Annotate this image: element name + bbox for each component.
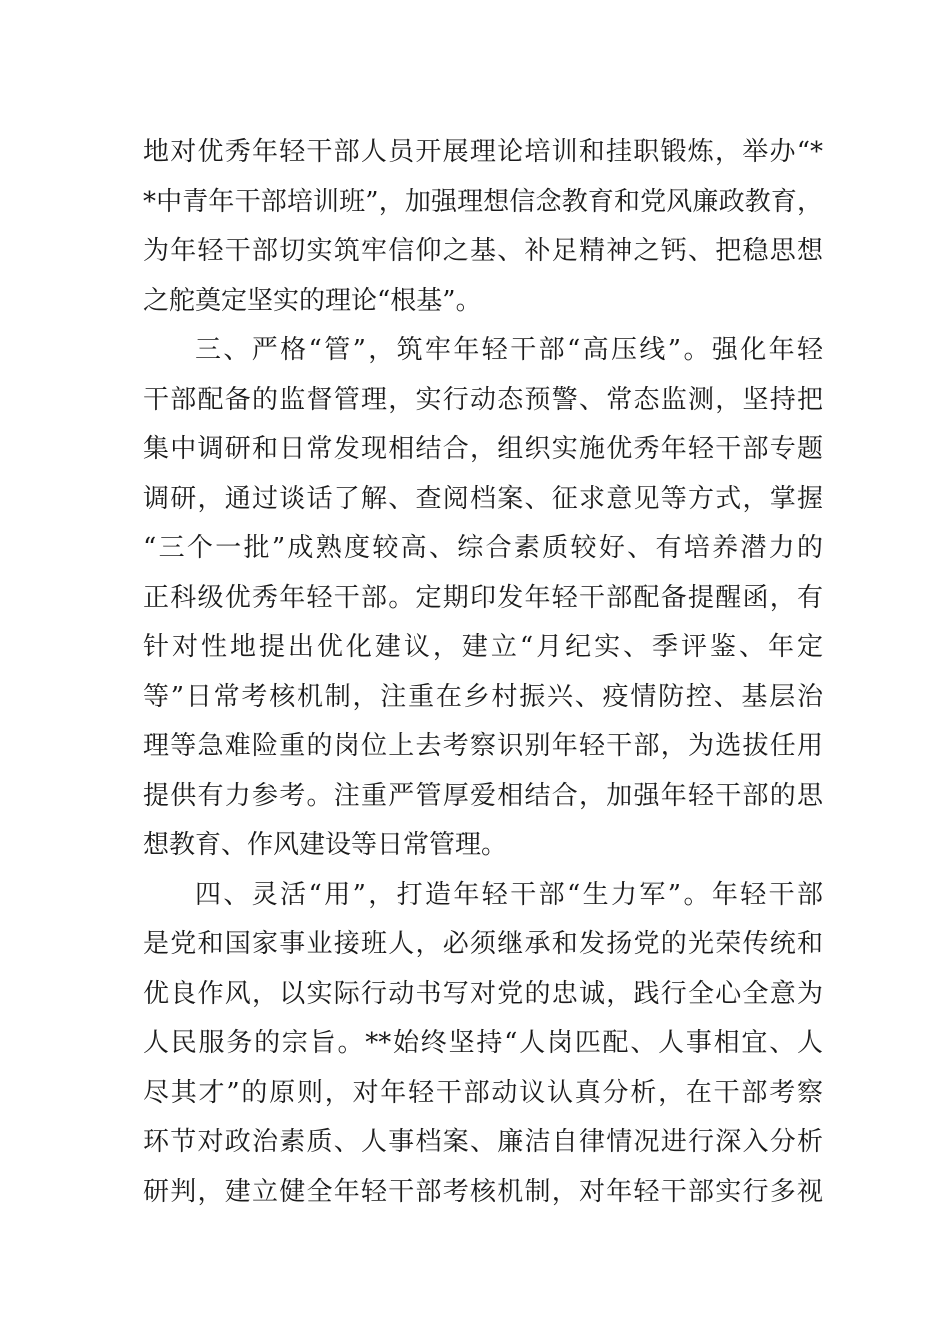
paragraph-section-four [143, 871, 823, 1218]
text-line: 调研，通过谈话了解、查阅档案、征求意见等方式，掌握 [143, 483, 823, 514]
text-line: 研判，建立健全年轻干部考核机制，对年轻干部实行多视 [143, 1176, 823, 1207]
text-line: 是党和国家事业接班人，必须继承和发扬党的光荣传统和 [143, 929, 823, 959]
section-heading-line: 三、严格“管”，筑牢年轻干部“高压线”。强化年轻 [195, 335, 823, 365]
text-line: “三个一批”成熟度较高、综合素质较好、有培养潜力的 [143, 533, 823, 563]
text-line: 想教育、作风建设等日常管理。 [143, 830, 508, 860]
paragraph-section-three [143, 326, 823, 871]
text-line: 针对性地提出优化建议，建立“月纪实、季评鉴、年定 [143, 632, 823, 662]
text-line: 干部配备的监督管理，实行动态预警、常态监测，坚持把 [143, 384, 823, 415]
section-heading-line: 四、灵活“用”，打造年轻干部“生力军”。年轻干部 [195, 879, 823, 910]
paragraph-training [143, 128, 823, 326]
text-line: 正科级优秀年轻干部。定期印发年轻干部配备提醒函，有 [143, 582, 823, 613]
text-line: 人民服务的宗旨。**始终坚持“人岗匹配、人事相宜、人 [143, 1028, 823, 1058]
text-line: 提供有力参考。注重严管厚爱相结合，加强年轻干部的思 [143, 780, 823, 811]
text-line: 优良作风，以实际行动书写对党的忠诚，践行全心全意为 [143, 978, 823, 1009]
text-line: 为年轻干部切实筑牢信仰之基、补足精神之钙、把稳思想 [143, 236, 823, 266]
text-line: 地对优秀年轻干部人员开展理论培训和挂职锻炼，举办“* [143, 137, 823, 167]
text-line: 等”日常考核机制，注重在乡村振兴、疫情防控、基层治 [143, 681, 823, 712]
text-line: *中青年干部培训班”，加强理想信念教育和党风廉政教育， [143, 186, 823, 217]
body-text [143, 128, 823, 1217]
text-line: 环节对政治素质、人事档案、廉洁自律情况进行深入分析 [143, 1127, 823, 1157]
text-line: 集中调研和日常发现相结合，组织实施优秀年轻干部专题 [143, 434, 823, 464]
text-line: 理等急难险重的岗位上去考察识别年轻干部，为选拔任用 [143, 731, 823, 761]
text-line: 尽其才”的原则，对年轻干部动议认真分析，在干部考察 [143, 1077, 823, 1108]
text-line: 之舵奠定坚实的理论“根基”。 [143, 285, 482, 316]
